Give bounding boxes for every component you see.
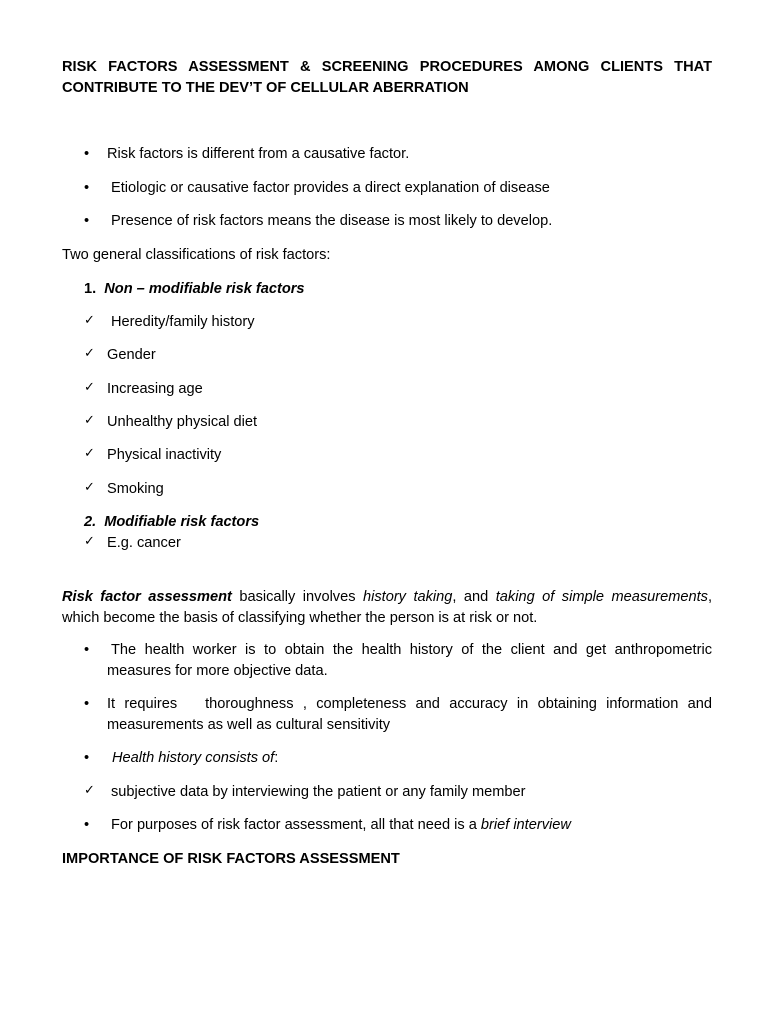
bullet-icon: • <box>84 642 90 658</box>
bullet-icon: • <box>84 817 90 833</box>
importance-heading: IMPORTANCE OF RISK FACTORS ASSESSMENT <box>62 851 400 867</box>
list-item-text: Presence of risk factors means the disease is most likely to develop. <box>111 213 553 229</box>
bullet-icon: • <box>84 146 90 162</box>
list-item-text <box>107 640 712 682</box>
list-item-text: Heredity/family history <box>111 314 255 330</box>
list-item-text <box>107 694 712 736</box>
emphasis-text: brief interview <box>480 817 571 833</box>
section-heading-text: Modifiable risk factors <box>104 514 260 530</box>
paragraph-line-2: which become the basis of classifying whether the person is at risk or not. <box>62 610 538 626</box>
text-line: The health worker is to obtain the health history of the client and get anthropometric <box>111 642 712 658</box>
list-item-text: E.g. cancer <box>107 535 181 551</box>
list-item-text <box>111 815 571 835</box>
list-item-text: Etiologic or causative factor provides a direct explanation of disease <box>111 180 550 196</box>
checkmark-icon: ✓ <box>84 534 95 549</box>
list-item-text: Increasing age <box>107 381 203 397</box>
paragraph-text: For purposes of risk factor assessment, all that need is a <box>111 817 481 833</box>
checkmark-icon: ✓ <box>84 313 95 328</box>
checkmark-icon: ✓ <box>84 446 95 461</box>
assessment-term: Risk factor assessment <box>62 589 232 605</box>
text-line: measurements as well as cultural sensitivity <box>107 717 391 733</box>
paragraph-text: , <box>707 589 713 605</box>
paragraph-line-1 <box>62 587 712 608</box>
section-number: 1. <box>84 281 97 297</box>
list-item-text: Smoking <box>107 481 164 497</box>
title-line-1: RISK FACTORS ASSESSMENT & SCREENING PROCEDURES AMONG CLIENTS THAT <box>62 59 712 75</box>
bullet-icon: • <box>84 180 90 196</box>
list-item-text: Physical inactivity <box>107 447 222 463</box>
checkmark-icon: ✓ <box>84 413 95 428</box>
bullet-icon: • <box>84 750 90 766</box>
section-heading-text: Non – modifiable risk factors <box>104 281 305 297</box>
paragraph-text: , and <box>452 589 496 605</box>
checkmark-icon: ✓ <box>84 480 95 495</box>
bullet-icon: • <box>84 213 90 229</box>
paragraph-text: basically involves <box>231 589 363 605</box>
list-item-text: Gender <box>107 347 156 363</box>
text-line: measures for more objective data. <box>107 663 328 679</box>
list-item-text: Unhealthy physical diet <box>107 414 258 430</box>
list-item-text <box>112 748 278 768</box>
list-item-text: Risk factors is different from a causative factor. <box>107 146 410 162</box>
non-modifiable-heading <box>84 279 305 299</box>
bullet-icon: • <box>84 696 90 712</box>
list-item-text: subjective data by interviewing the patient or any family member <box>111 784 526 800</box>
title-line-2: CONTRIBUTE TO THE DEV’T OF CELLULAR ABERRATION <box>62 80 469 96</box>
modifiable-heading <box>84 512 259 532</box>
section-number: 2. <box>84 514 97 530</box>
checkmark-icon: ✓ <box>84 346 95 361</box>
checkmark-icon: ✓ <box>84 380 95 395</box>
emphasis-text: Health history consists of <box>112 750 275 766</box>
classifications-intro: Two general classifications of risk factors: <box>62 247 331 263</box>
assessment-paragraph <box>62 587 712 629</box>
emphasis-text: taking of simple measurements <box>495 589 708 605</box>
emphasis-text: history taking <box>363 589 453 605</box>
text-line: It requires thoroughness , completeness and accuracy in obtaining information and <box>107 696 712 712</box>
document-title <box>62 57 712 99</box>
suffix-text: : <box>274 750 279 766</box>
checkmark-icon: ✓ <box>84 783 95 798</box>
